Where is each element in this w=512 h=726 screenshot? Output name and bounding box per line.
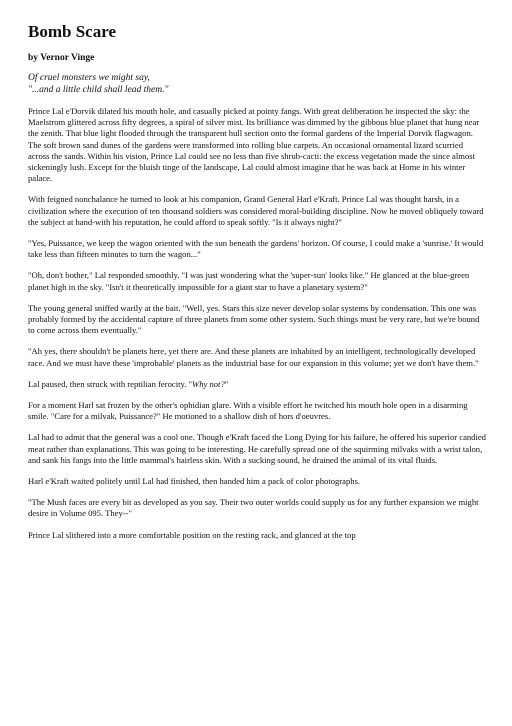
paragraph-7 [28, 379, 486, 390]
epigraph-line-2: "...and a little child shall lead them." [28, 84, 169, 95]
paragraph-7-close: " [224, 378, 229, 389]
story-byline: by Vernor Vinge [28, 53, 95, 63]
paragraph-6: "Ah yes, there shouldn't be planets here, yet there are. And these planets are inhabited by an intelligent, technologically developed race. And we must have these 'improbable' planets as the industrial base for our expansion in this volume; yet we don't have them." [28, 346, 479, 368]
paragraph-7-emphasis: Why not? [192, 378, 225, 389]
document-page [28, 22, 486, 541]
story-epigraph [28, 73, 486, 96]
paragraph-1: Prince Lal e'Dorvik dilated his mouth hole, and casually picked at pointy fangs. With great deliberation he inspected the sky: the Maelstrom glittered across fifty degrees, a spiral of silver mist. Its brilliance was dimmed by the gibbous blue planet that hung near the zenith. That blue light flooded through the transparent hull section onto the formal gardens of the Imperial Dorvik flagwagon. The soft brown sand dunes of the gardens were transformed into rolling blue carpets. An occasional ornamental lizard scurried across the sands. Within his vision, Prince Lal could see no less than five shrub-cacti: the excess vegetation made the since almost sickeningly lush. Except for the bluish tinge of the landscape, Lal could almost imagine that he was back at Home in his winter palace. [28, 106, 480, 184]
paragraph-12: Prince Lal slithered into a more comfortable position on the resting rack, and glanced at the top [28, 529, 356, 540]
paragraph-9: Lal had to admit that the general was a cool one. Though e'Kraft faced the Long Dying for his failure, he offered his superior candied meat rather than explanations. This was going to be interesting. He carefully spread one of the squirming milvaks with a wrist talon, and sank his fangs into the little mammal's hairless skin. With a sucking sound, he drained the animal of its vital fluids. [28, 432, 486, 465]
paragraph-2: With feigned nonchalance he turned to look at his companion, Grand General Harl e'Kraft. Prince Lal was thought harsh, in a civilization where the execution of ten thousand soldiers was considered moral-building discipline. Now he moved obliquely toward the subject at hand-with his reputation, he could afford to speak softly. "Is it always night?" [28, 194, 484, 227]
paragraph-7-text: Lal paused, then struck with reptilian ferocity. " [28, 378, 193, 389]
paragraph-5: The young general sniffed warily at the bait. "Well, yes. Stars this size never develop solar systems by condensation. This one was probably formed by the accidental capture of three planets from some other system. Such things must be very rare, but we're bound to come across them eventually." [28, 302, 480, 336]
paragraph-3: "Yes, Puissance, we keep the wagon oriented with the sun beneath the gardens' horizon. Of course, I could make a 'sunrise.' It would take less than fifteen minutes to turn the wagon..." [28, 238, 484, 260]
paragraph-11: "The Mush faces are every bit as developed as you say. Their two outer worlds could supply us for any further expansion we might desire in Volume 095. They--" [28, 497, 479, 519]
epigraph-line-1: Of cruel monsters we might say, [28, 73, 150, 83]
paragraph-4: "Oh, don't bother," Lal responded smoothly. "I was just wondering what the 'super-sun' looks like." He glanced at the blue-green planet high in the sky. "Isn't it theoretically impossible for a giant star to have a planetary system?" [28, 270, 470, 292]
story-title: Bomb Scare [28, 22, 116, 41]
paragraph-8: For a moment Harl sat frozen by the other's ophidian glare. With a visible effort he twitched his mouth hole open in a disarming smile. "Care for a milvak, Puissance?" He motioned to a shallow dish of hors d'oeuvres. [28, 400, 468, 422]
paragraph-10: Harl e'Kraft waited politely until Lal had finished, then handed him a pack of color photographs. [28, 476, 361, 487]
